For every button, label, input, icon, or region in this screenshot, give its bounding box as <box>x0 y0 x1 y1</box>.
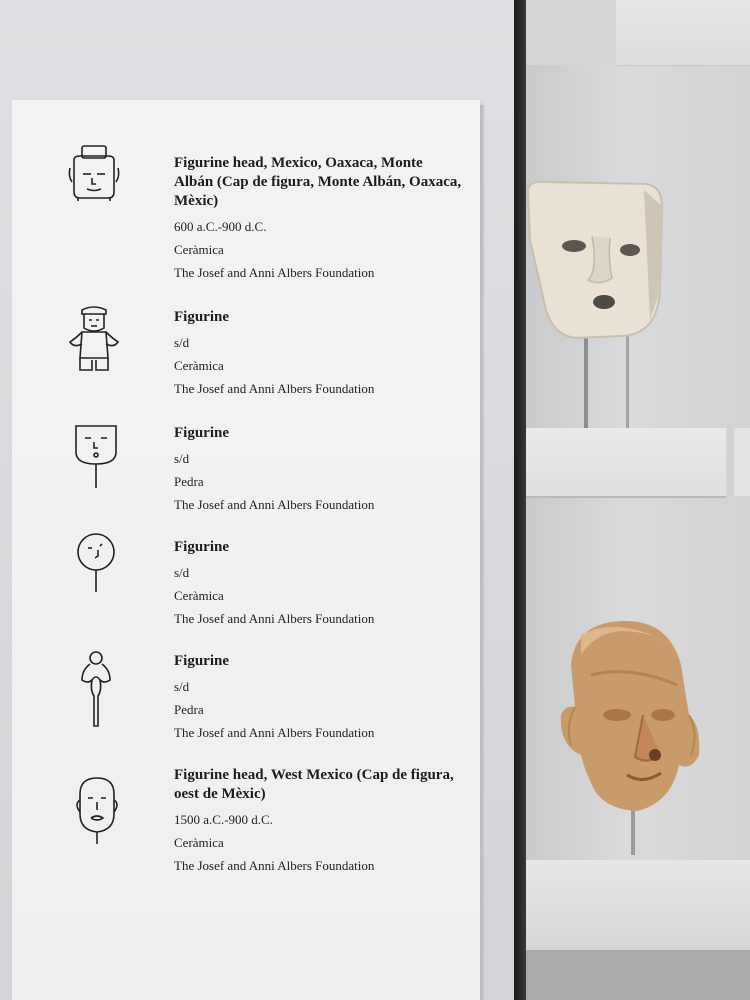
exhibit-label-card <box>12 100 480 1000</box>
entry-date: 1500 a.C.-900 d.C. <box>174 812 273 827</box>
label-entry <box>174 154 464 284</box>
entry-credit: The Josef and Anni Albers Foundation <box>174 725 375 740</box>
entry-date: s/d <box>174 679 190 694</box>
entry-material: Ceràmica <box>174 358 224 373</box>
entry-date: s/d <box>174 451 190 466</box>
entry-material: Ceràmica <box>174 835 224 850</box>
entry-title: Figurine <box>174 653 229 669</box>
display-plinth <box>526 860 750 950</box>
entry-credit: The Josef and Anni Albers Foundation <box>174 265 375 280</box>
label-entry <box>174 766 464 877</box>
entry-credit: The Josef and Anni Albers Foundation <box>174 611 375 626</box>
entry-title: Figurine <box>174 425 229 441</box>
case-ceiling <box>616 0 750 66</box>
mask-on-stand-icon <box>72 422 120 492</box>
entry-credit: The Josef and Anni Albers Foundation <box>174 381 375 396</box>
label-entry <box>174 652 464 744</box>
ceramic-head-artifact <box>551 615 721 860</box>
seated-figurine-icon <box>64 302 124 378</box>
entry-date: s/d <box>174 335 190 350</box>
display-shelf <box>734 428 750 496</box>
round-face-on-stand-icon <box>74 532 120 596</box>
label-entry <box>174 538 464 630</box>
entry-title: Figurine head, West Mexico (Cap de figura, oest de Mèxic) <box>174 767 454 802</box>
head-on-stand-icon <box>70 774 124 846</box>
entry-material: Ceràmica <box>174 242 224 257</box>
entry-credit: The Josef and Anni Albers Foundation <box>174 858 375 873</box>
entry-title: Figurine <box>174 309 229 325</box>
entry-material: Pedra <box>174 702 204 717</box>
entry-material: Pedra <box>174 474 204 489</box>
entry-title: Figurine <box>174 539 229 555</box>
entry-date: s/d <box>174 565 190 580</box>
display-case <box>526 0 750 1000</box>
entry-title: Figurine head, Mexico, Oaxaca, Monte Albán (Cap de figura, Monte Albán, Oaxaca, Mèxic) <box>174 155 462 209</box>
label-entry <box>174 424 464 516</box>
display-shelf <box>526 428 726 498</box>
vitrine-frame <box>514 0 526 1000</box>
label-entry <box>174 308 464 400</box>
standing-figure-icon <box>76 650 116 732</box>
entry-date: 600 a.C.-900 d.C. <box>174 219 267 234</box>
case-floor <box>526 950 750 1000</box>
square-head-icon <box>66 144 122 202</box>
entry-credit: The Josef and Anni Albers Foundation <box>174 497 375 512</box>
stone-mask-artifact <box>526 170 676 435</box>
entry-material: Ceràmica <box>174 588 224 603</box>
